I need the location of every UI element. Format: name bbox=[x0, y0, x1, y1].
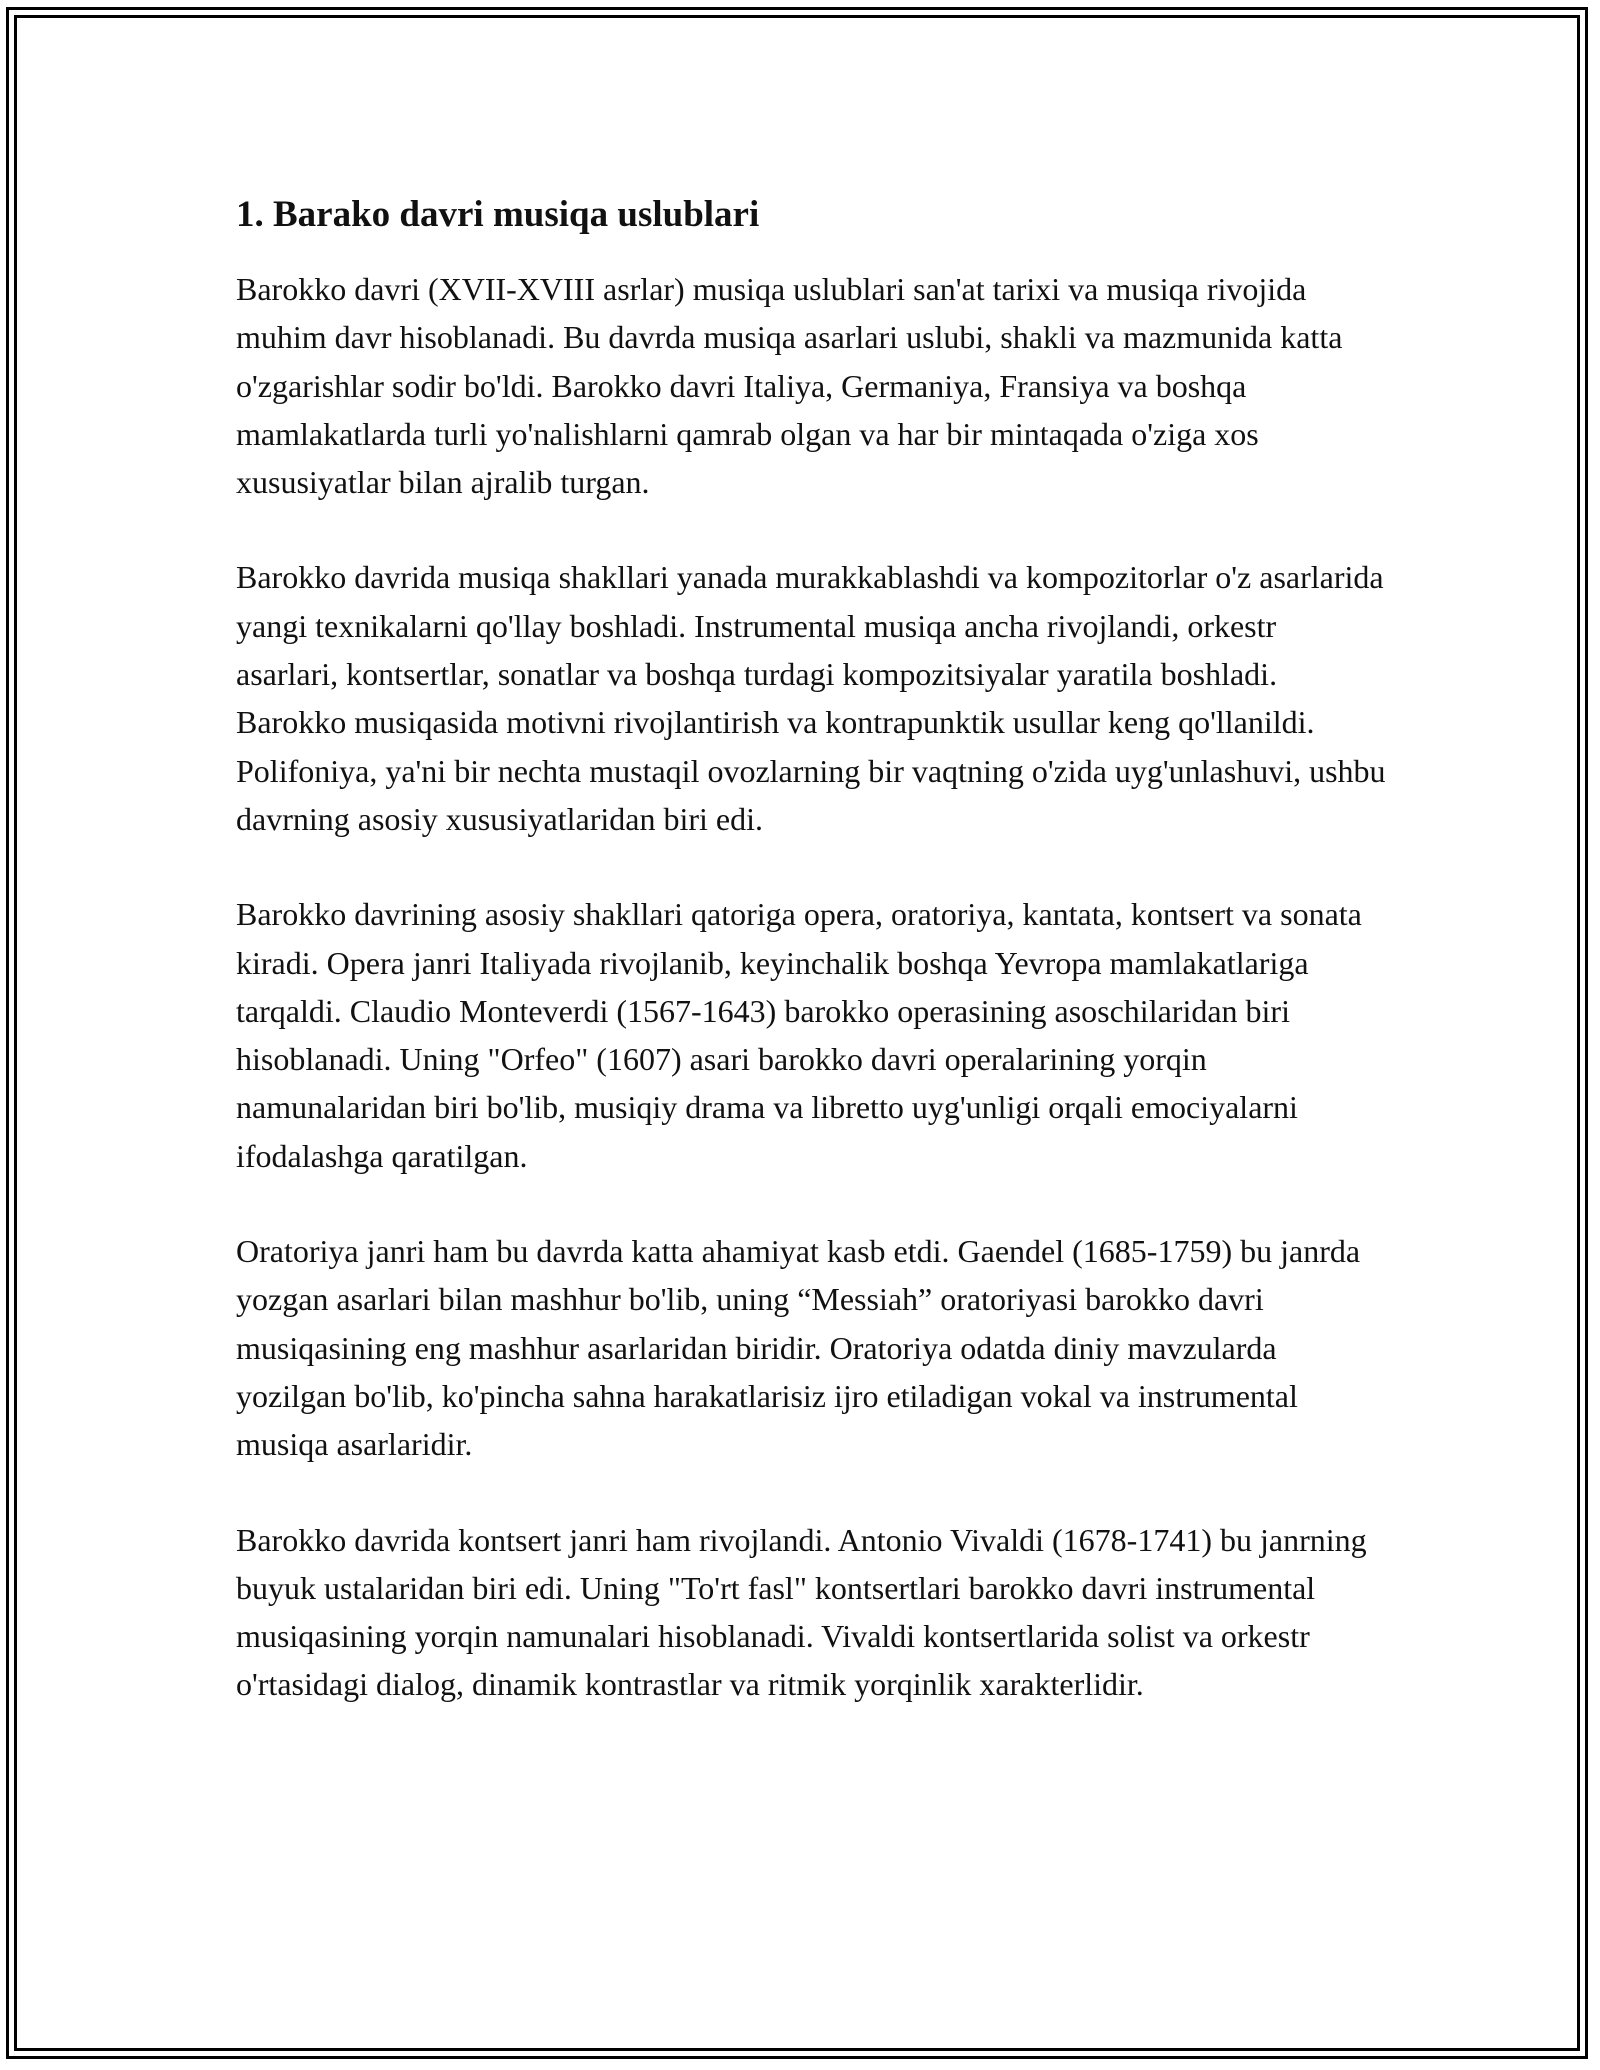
paragraph-intro: Barokko davri (XVII-XVIII asrlar) musiqa uslublari san'at tarixi va musiqa rivojida muhim davr hisoblanadi. Bu davrda musiqa asarlari uslubi, shakli va mazmunida katta o'zgarishlar sodir bo'ldi. Barokko davri Italiya, Germaniya, Fransiya va boshqa mamlakatlarda turli yo'nalishlarni qamrab olgan va har bir mintaqada o'ziga xos xususiyatlar bilan ajralib turgan. bbox=[236, 271, 1343, 501]
paragraph-opera: Barokko davrining asosiy shakllari qatoriga opera, oratoriya, kantata, kontsert va sonata kiradi. Opera janri Italiyada rivojlanib, keyinchalik boshqa Yevropa mamlakatlariga tarqaldi. Claudio Monteverdi (1567-1643) barokko operasining asoschilaridan biri hisoblanadi. Uning "Orfeo" (1607) asari barokko davri operalarining yorqin namunalaridan biri bo'lib, musiqiy drama va libretto uyg'unligi orqali emociyalarni ifodalashga qaratilgan. bbox=[236, 896, 1362, 1174]
paragraph-concerto: Barokko davrida kontsert janri ham rivojlandi. Antonio Vivaldi (1678-1741) bu janrning buyuk ustalaridan biri edi. Uning "To'rt fasl" kontsertlari barokko davri instrumental musiqasining yorqin namunalari hisoblanadi. Vivaldi kontsertlarida solist va orkestr o'rtasidagi dialog, dinamik kontrastlar va ritmik yorqinlik xarakterlidir. bbox=[236, 1521, 1367, 1703]
page-title: 1. Barako davri musiqa uslublari bbox=[236, 194, 760, 235]
paragraph-forms: Barokko davrida musiqa shakllari yanada murakkablashdi va kompozitorlar o'z asarlarida yangi texnikalarni qo'llay boshladi. Instrumental musiqa ancha rivojlandi, orkestr asarlari, kontsertlar, sonatlar va boshqa turdagi kompozitsiyalar yaratila boshladi. Barokko musiqasida motivni rivojlantirish va kontrapunktik usullar keng qo'llanildi. Polifoniya, ya'ni bir nechta mustaqil ovozlarning bir vaqtning o'zida uyg'unlashuvi, ushbu davrning asosiy xususiyatlaridan biri edi. bbox=[236, 559, 1386, 837]
document-body bbox=[236, 187, 1386, 1756]
paragraph-oratorio: Oratoriya janri ham bu davrda katta ahamiyat kasb etdi. Gaendel (1685-1759) bu janrda yozgan asarlari bilan mashhur bo'lib, uning “Messiah” oratoriyasi barokko davri musiqasining eng mashhur asarlaridan biridir. Oratoriya odatda diniy mavzularda yozilgan bo'lib, ko'pincha sahna harakatlarisiz ijro etiladigan vokal va instrumental musiqa asarlaridir. bbox=[236, 1233, 1361, 1463]
